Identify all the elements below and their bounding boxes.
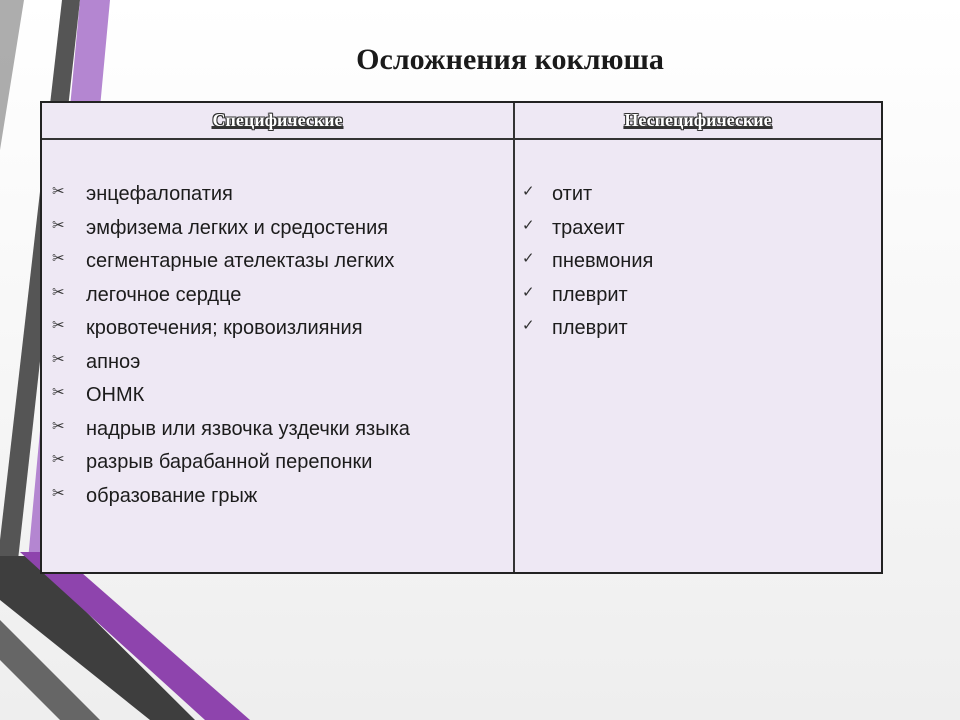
checkmark-icon: ✓: [522, 317, 535, 334]
slide-title: Осложнения коклюша: [356, 43, 664, 76]
scissors-icon: ✂: [52, 484, 65, 502]
list-item: [522, 245, 862, 279]
specific-list: [52, 178, 502, 513]
scissors-icon: ✂: [52, 417, 65, 435]
item-text: плеврит: [552, 283, 628, 306]
column-divider: [513, 103, 515, 572]
list-item: [522, 212, 862, 246]
list-item: [52, 212, 502, 246]
scissors-icon: ✂: [52, 216, 65, 234]
scissors-icon: ✂: [52, 317, 65, 334]
complications-table: [40, 101, 883, 574]
scissors-icon: ✂: [52, 283, 65, 301]
item-text: разрыв барабанной перепонки: [86, 451, 373, 473]
scissors-icon: ✂: [52, 384, 65, 401]
item-text: апноэ: [86, 350, 141, 373]
item-text: надрыв или язвочка уздечки языка: [86, 417, 410, 440]
item-text: трахеит: [552, 216, 625, 239]
scissors-icon: ✂: [52, 183, 65, 200]
scissors-icon: ✂: [52, 350, 65, 368]
item-text: эмфизема легких и средостения: [86, 216, 389, 239]
item-text: энцефалопатия: [86, 183, 233, 205]
checkmark-icon: ✓: [522, 250, 535, 267]
item-text: ОНМК: [86, 384, 145, 406]
item-text: плеврит: [552, 317, 628, 339]
list-item: [52, 245, 502, 279]
column-header-nonspecific: Неспецифические: [624, 110, 772, 130]
checkmark-icon: ✓: [522, 183, 535, 200]
list-item: [52, 279, 502, 313]
list-item: [52, 178, 502, 212]
nonspecific-list: [522, 178, 862, 346]
header-divider: [42, 138, 881, 140]
list-item: [52, 413, 502, 447]
scissors-icon: ✂: [52, 451, 65, 468]
item-text: легочное сердце: [86, 283, 242, 306]
list-item: [52, 480, 502, 514]
list-item: [52, 379, 502, 413]
item-text: сегментарные ателектазы легких: [86, 250, 395, 272]
item-text: пневмония: [552, 250, 654, 272]
scissors-icon: ✂: [52, 250, 65, 267]
list-item: [52, 312, 502, 346]
list-item: [52, 446, 502, 480]
list-item: [522, 279, 862, 313]
list-item: [522, 312, 862, 346]
item-text: кровотечения; кровоизлияния: [86, 317, 363, 339]
column-header-specific: Специфические: [212, 110, 343, 130]
item-text: образование грыж: [86, 484, 258, 507]
list-item: [52, 346, 502, 380]
list-item: [522, 178, 862, 212]
checkmark-icon: ✓: [522, 283, 535, 301]
item-text: отит: [552, 183, 593, 205]
checkmark-icon: ✓: [522, 216, 535, 234]
